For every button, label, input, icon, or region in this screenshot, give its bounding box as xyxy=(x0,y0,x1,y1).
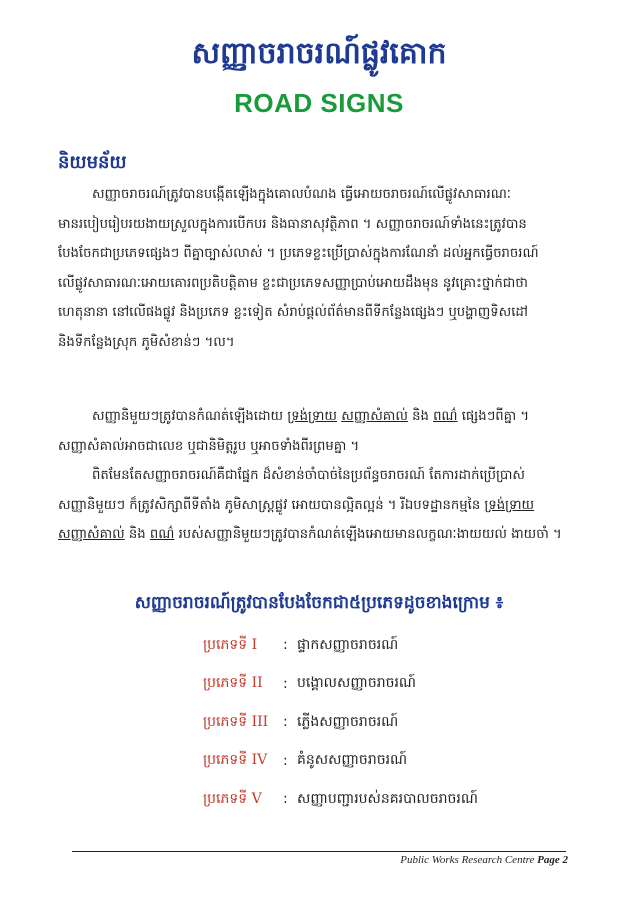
category-colon: : xyxy=(283,637,288,654)
term-color: ពណ៌ xyxy=(433,409,458,424)
paragraph-2-line-1: សញ្ញានិមួយៗត្រូវបានកំណត់ឡើងដោយ ទ្រង់ទ្រាយ សញ្ញាសំគាល់ និង ពណ៌ ផ្សេងៗពីគ្នា ។ xyxy=(92,409,530,424)
category-description: គំនូសសញ្ញាចរាចរណ៍ xyxy=(297,752,408,769)
category-description: ផ្ទាកសញ្ញាចរាចរណ៍ xyxy=(297,636,399,653)
paragraph-3 xyxy=(58,461,584,550)
categories-heading: សញ្ញាចរាចរណ៍ត្រូវបានបែងចែកជា៥ប្រភេទដូចខាងក្រោម ៖ xyxy=(134,593,504,613)
paragraph-2 xyxy=(58,402,584,461)
page-title-english: ROAD SIGNS xyxy=(234,88,404,118)
footer-organization: Public Works Research Centre xyxy=(400,854,535,866)
category-colon: : xyxy=(283,675,288,692)
category-label: ប្រភេទទី I xyxy=(203,636,258,653)
category-row-4 xyxy=(203,742,583,781)
category-row-2 xyxy=(203,665,583,704)
category-description: បង្គោលសញ្ញាចរាចរណ៍ xyxy=(297,675,417,692)
category-label: ប្រភេទទី IV xyxy=(203,752,268,769)
paragraph-1-line-6: និងទីកន្លែងស្រុក ភូមិសំខាន់ៗ ។ល។ xyxy=(58,334,235,350)
page-title-khmer: សញ្ញាចរាចរណ៍ផ្លូវគោក xyxy=(191,36,447,71)
category-row-1 xyxy=(203,626,583,665)
paragraph-3-line-3: សញ្ញាសំគាល់ និង ពណ៌ របស់សញ្ញានិមួយៗត្រូវបានកំណត់ឡើងអោយមានលក្ខណៈងាយយល់ ងាយចាំ ។ xyxy=(58,527,562,543)
category-colon: : xyxy=(283,714,288,731)
category-label: ប្រភេទទី V xyxy=(203,790,262,807)
paragraph-2-line-2: សញ្ញាសំគាល់អាចជាលេខ ឬជានិមិត្តរូប ឬអាចទាំងពីរព្រមគ្នា ។ xyxy=(58,438,360,454)
category-description: សញ្ញាបញ្ជារបស់នគរបាលចរាចរណ៍ xyxy=(297,790,478,807)
category-description: ភ្លើងសញ្ញាចរាចរណ៍ xyxy=(297,713,399,730)
categories-list xyxy=(203,626,583,819)
term-shape: ទ្រង់ទ្រាយ xyxy=(484,497,535,513)
paragraph-1-line-2: មានរបៀបរៀបរយងាយស្រួលក្នុងការបើកបរ និងធានាសុវត្ថិភាព ។ សញ្ញាចរាចរណ៍ទាំងនេះត្រូវបាន xyxy=(58,216,527,232)
category-colon: : xyxy=(283,791,288,808)
paragraph-3-line-2: សញ្ញានិមួយៗ ក៏ត្រូវសិក្សាពីទីតាំង ភូមិសាស្ត្រផ្លូវ អោយបានល្អិតល្អន់ ។ រីឯបទដ្ឋានកម្មនៃ ទ្រង់ទ្រាយ xyxy=(58,497,535,513)
paragraph-1 xyxy=(58,180,584,358)
term-symbol: សញ្ញាសំគាល់ xyxy=(341,409,408,424)
category-colon: : xyxy=(283,752,288,769)
page-footer xyxy=(400,854,568,866)
definition-heading: និយមន័យ xyxy=(58,152,127,173)
paragraph-1-line-5: ហេតុនានា នៅលើផងផ្លូវ និងប្រភេទ ខ្លះទៀត សំរាប់ផ្តល់ព័ត៌មានពីទីកន្លែងផ្សេងៗ ឬបង្ហាញទិសដៅ xyxy=(58,305,528,321)
category-row-3 xyxy=(203,703,583,742)
category-label: ប្រភេទទី III xyxy=(203,713,269,730)
term-symbol: សញ្ញាសំគាល់ xyxy=(58,527,125,543)
term-color: ពណ៌ xyxy=(149,527,175,543)
paragraph-3-line-1: ពិតមែនតែសញ្ញាចរាចរណ៍គឺជាផ្នែក ដ៏សំខាន់ចាំបាច់នៃប្រព័ន្ធចរាចរណ៍ តែការដាក់ប្រើប្រាស់ xyxy=(92,468,525,483)
term-shape: ទ្រង់ទ្រាយ xyxy=(287,409,337,424)
footer-divider xyxy=(72,851,566,852)
category-row-5 xyxy=(203,780,583,819)
paragraph-1-line-4: លើផ្លូវសាធារណៈអោយគោរពប្រតិបត្តិតាម ខ្លះជាប្រភេទសញ្ញាប្រាប់អោយដឹងមុន នូវគ្រោះថ្នាក់ជាថា xyxy=(58,275,528,291)
paragraph-1-line-1: សញ្ញាចរាចរណ៍ត្រូវបានបង្កើតឡើងក្នុងគោលបំណង ធ្វើអោយចរាចរណ៍លើផ្លូវសាធារណៈ xyxy=(92,187,511,202)
category-label: ប្រភេទទី II xyxy=(203,675,263,692)
paragraph-1-line-3: បែងចែកជាប្រភេទផ្សេងៗ ពីគ្នាច្បាស់លាស់ ។ ប្រភេទខ្លះប្រើប្រាស់ក្នុងការណែនាំ ដល់អ្នកធ្វើចរាចរណ៍ xyxy=(58,246,539,262)
footer-page-number: Page 2 xyxy=(537,854,568,866)
